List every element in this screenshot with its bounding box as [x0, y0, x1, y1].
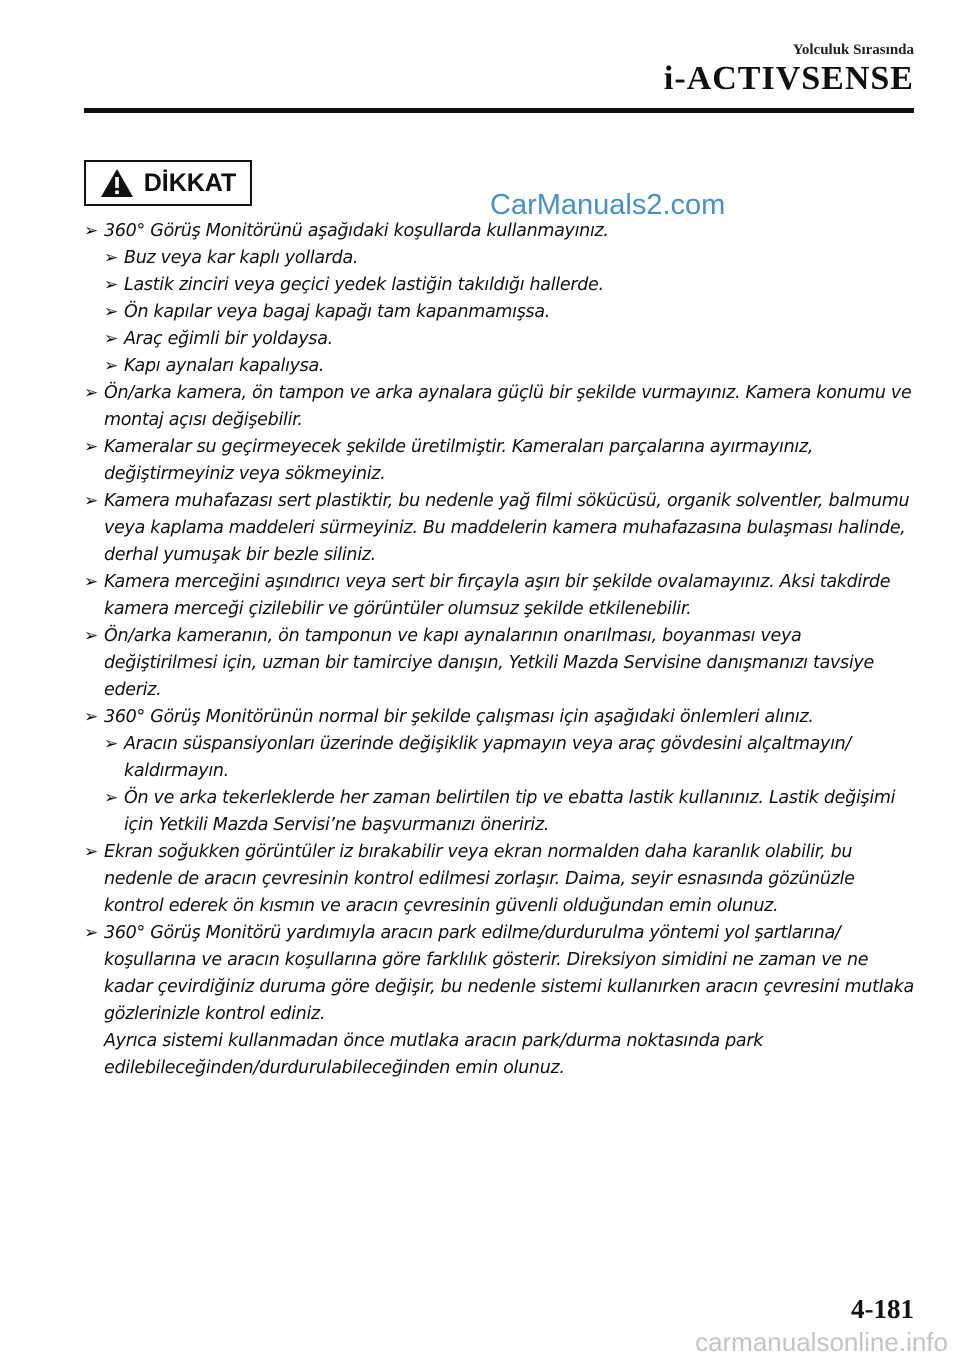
arrow-bullet-icon: ➢ — [84, 707, 98, 727]
arrow-bullet-icon: ➢ — [84, 383, 98, 403]
list-item — [84, 623, 914, 704]
sub-list-item-text: Kapı aynaları kapalıysa. — [124, 356, 325, 376]
list-item-text: Kameralar su geçirmeyecek şekilde üretilmiştir. Kameraları parçalarına ayırmayınız, değiştirmeyiniz veya sökmeyiniz. — [104, 437, 814, 484]
caution-box — [84, 160, 252, 206]
sub-list-item — [104, 272, 914, 299]
arrow-bullet-icon: ➢ — [84, 626, 98, 646]
sub-list-item — [104, 731, 914, 785]
sub-list-item-text: Ön ve arka tekerleklerde her zaman belirtilen tip ve ebatta lastik kullanınız. Lastik değişimi için Yetkili Mazda Servisi’ne başvurmanızı öneririz. — [124, 788, 896, 835]
arrow-bullet-icon: ➢ — [104, 302, 118, 322]
watermark-bottom: carmanualsonline.info — [695, 1327, 948, 1357]
sub-list-item-text: Lastik zinciri veya geçici yedek lastiğin takıldığı hallerde. — [124, 275, 604, 295]
header-divider — [84, 108, 914, 113]
list-item — [84, 704, 914, 839]
sub-list-item — [104, 299, 914, 326]
list-item — [84, 434, 914, 488]
sub-list-item — [104, 785, 914, 839]
list-item-text: Ön/arka kameranın, ön tamponun ve kapı aynalarının onarılması, boyanması veya değiştirilmesi için, uzman bir tamirciye danışın, Yetkili Mazda Servisine danışmanızı tavsiye ederiz. — [104, 626, 874, 700]
section-title: Yolculuk Sırasında — [792, 42, 914, 58]
arrow-bullet-icon: ➢ — [104, 788, 118, 808]
page-number: 4-181 — [851, 1294, 914, 1324]
list-item-text: Kamera muhafazası sert plastiktir, bu nedenle yağ filmi sökücüsü, organik solventler, balmumu veya kaplama maddeleri sürmeyiniz. Bu maddelerin kamera muhafazasına bulaşması halinde, derhal yumuşak bir bezle siliniz. — [104, 491, 910, 565]
arrow-bullet-icon: ➢ — [104, 356, 118, 376]
arrow-bullet-icon: ➢ — [104, 329, 118, 349]
list-item-text: 360° Görüş Monitörünü aşağıdaki koşullarda kullanmayınız. — [104, 221, 609, 241]
watermark-top: CarManuals2.com — [490, 189, 726, 221]
sub-list-item-text: Ön kapılar veya bagaj kapağı tam kapanmamışsa. — [124, 302, 551, 322]
list-item-extra-text: Ayrıca sistemi kullanmadan önce mutlaka aracın park/durma noktasında park edilebileceğinden/durdurulabileceğinden emin olunuz. — [104, 1031, 764, 1078]
list-item — [84, 488, 914, 569]
arrow-bullet-icon: ➢ — [104, 248, 118, 268]
list-item-text: Ön/arka kamera, ön tampon ve arka aynalara güçlü bir şekilde vurmayınız. Kamera konumu ve montaj açısı değişebilir. — [104, 383, 912, 430]
sub-list-item-text: Buz veya kar kaplı yollarda. — [124, 248, 359, 268]
caution-content — [84, 218, 914, 1082]
list-item — [84, 218, 914, 380]
sub-list-item-text: Araç eğimli bir yoldaysa. — [124, 329, 333, 349]
list-item — [84, 569, 914, 623]
caution-label: DİKKAT — [143, 168, 237, 197]
list-item — [84, 839, 914, 920]
arrow-bullet-icon: ➢ — [104, 275, 118, 295]
sub-list-item-text: Aracın süspansiyonları üzerinde değişiklik yapmayın veya araç gövdesini alçaltmayın/ kaldırmayın. — [124, 734, 852, 781]
list-item-text: Kamera merceğini aşındırıcı veya sert bir fırçayla aşırı bir şekilde ovalamayınız. Aksi takdirde kamera merceği çizilebilir ve görüntüler olumsuz şekilde etkilenebilir. — [104, 572, 891, 619]
arrow-bullet-icon: ➢ — [84, 923, 98, 943]
arrow-bullet-icon: ➢ — [84, 572, 98, 592]
arrow-bullet-icon: ➢ — [104, 734, 118, 754]
arrow-bullet-icon: ➢ — [84, 491, 98, 511]
list-item — [84, 380, 914, 434]
warning-triangle-icon — [100, 168, 134, 198]
list-item-text: 360° Görüş Monitörü yardımıyla aracın park edilme/durdurulma yöntemi yol şartlarına/ koşullarına ve aracın koşullarına göre farklılık gösterir. Direksiyon simidini ne zaman ve ne kadar çevirdiğiniz duruma göre değişir, bu nedenle sistemi kullanırken aracın çevresini mutlaka gözlerinizle kontrol ediniz. — [104, 923, 914, 1024]
arrow-bullet-icon: ➢ — [84, 221, 98, 241]
list-item-text: Ekran soğukken görüntüler iz bırakabilir veya ekran normalden daha karanlık olabilir, bu nedenle de aracın çevresinin kontrol edilmesi zorlaşır. Daima, seyir esnasında gözünüzle kontrol ederek ön kısmın ve aracın çevresinin güvenli olduğundan emin olunuz. — [104, 842, 855, 916]
chapter-title: i-ACTIVSENSE — [663, 60, 914, 97]
arrow-bullet-icon: ➢ — [84, 842, 98, 862]
list-item-text: 360° Görüş Monitörünün normal bir şekilde çalışması için aşağıdaki önlemleri alınız. — [104, 707, 814, 727]
sub-list-item — [104, 353, 914, 380]
arrow-bullet-icon: ➢ — [84, 437, 98, 457]
sub-list-item — [104, 326, 914, 353]
sub-list-item — [104, 245, 914, 272]
list-item — [84, 920, 914, 1082]
